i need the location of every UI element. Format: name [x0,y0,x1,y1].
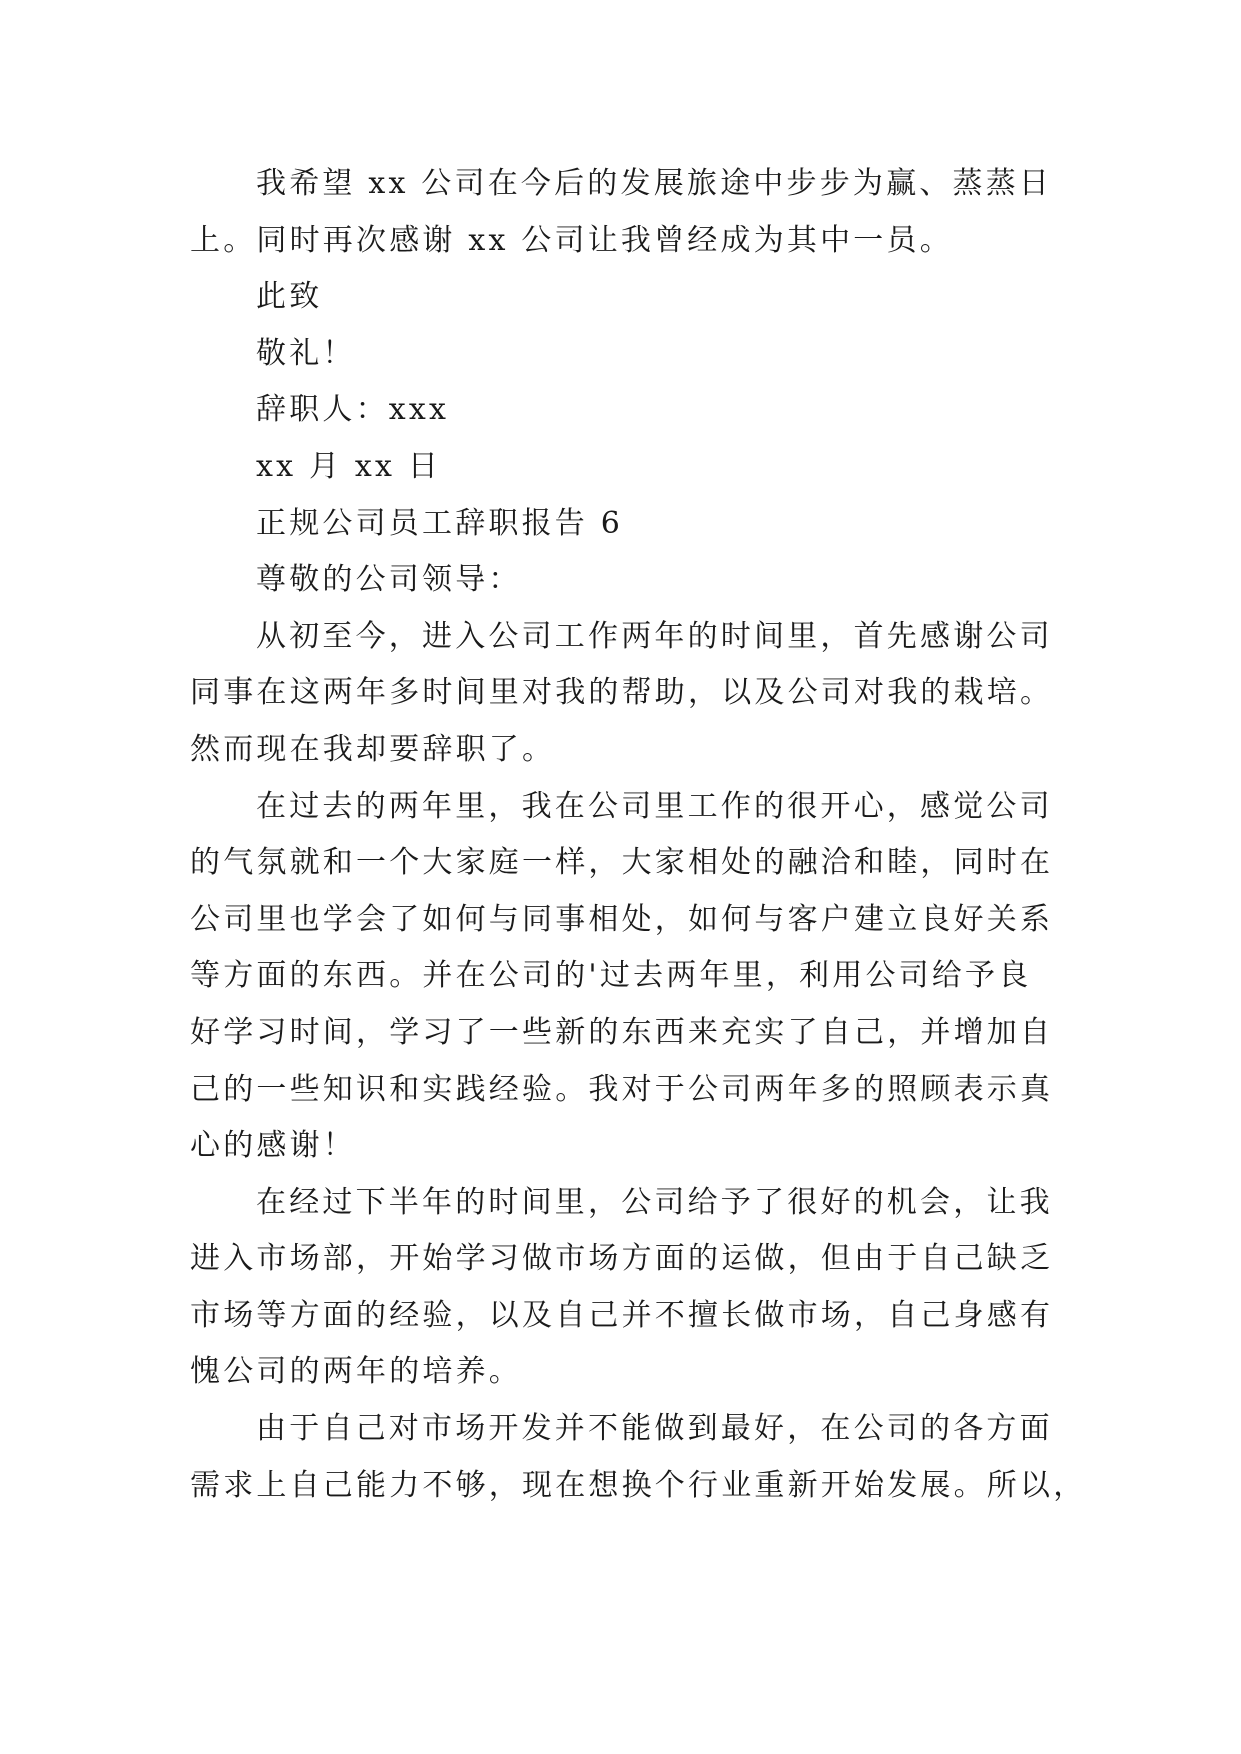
text-line: 好学习时间，学习了一些新的东西来充实了自己，并增加自 [190,1014,1054,1050]
text-line: 正规公司员工辞职报告 6 [256,505,624,541]
text-line: 然而现在我却要辞职了。 [190,731,556,767]
text-line: xx 月 xx 日 [256,448,442,484]
text-line: 尊敬的公司领导： [256,562,522,598]
text-line: 上。同时再次感谢 xx 公司让我曾经成为其中一员。 [190,222,953,258]
text-line: 从初至今，进入公司工作两年的时间里，首先感谢公司 [256,618,1053,654]
text-line: 公司里也学会了如何与同事相处，如何与客户建立良好关系 [190,901,1054,937]
text-line: 己的一些知识和实践经验。我对于公司两年多的照顾表示真 [190,1071,1054,1107]
document-body [190,156,1087,1514]
text-line: 我希望 xx 公司在今后的发展旅途中步步为赢、蒸蒸日 [256,166,1053,201]
text-line: 辞职人：xxx [256,392,450,428]
text-line: 在经过下半年的时间里，公司给予了很好的机会，让我 [256,1184,1053,1220]
text-line: 敬礼！ [256,335,356,371]
text-line: 此致 [256,279,323,315]
text-line: 心的感谢！ [190,1128,356,1164]
text-line: 等方面的东西。并在公司的'过去两年里，利用公司给予良 [190,958,1032,994]
text-line: 进入市场部，开始学习做市场方面的运做，但由于自己缺乏 [190,1241,1054,1277]
text-line: 市场等方面的经验，以及自己并不擅长做市场，自己身感有 [190,1297,1054,1333]
text-line: 在过去的两年里，我在公司里工作的很开心，感觉公司 [256,788,1053,824]
text-line: 愧公司的两年的培养。 [190,1354,522,1390]
text-line: 同事在这两年多时间里对我的帮助，以及公司对我的栽培。 [190,675,1054,711]
text-line: 的气氛就和一个大家庭一样，大家相处的融洽和睦，同时在 [190,845,1054,881]
text-line: 需求上自己能力不够，现在想换个行业重新开始发展。所以， [190,1467,1087,1503]
text-line: 由于自己对市场开发并不能做到最好，在公司的各方面 [256,1411,1053,1447]
